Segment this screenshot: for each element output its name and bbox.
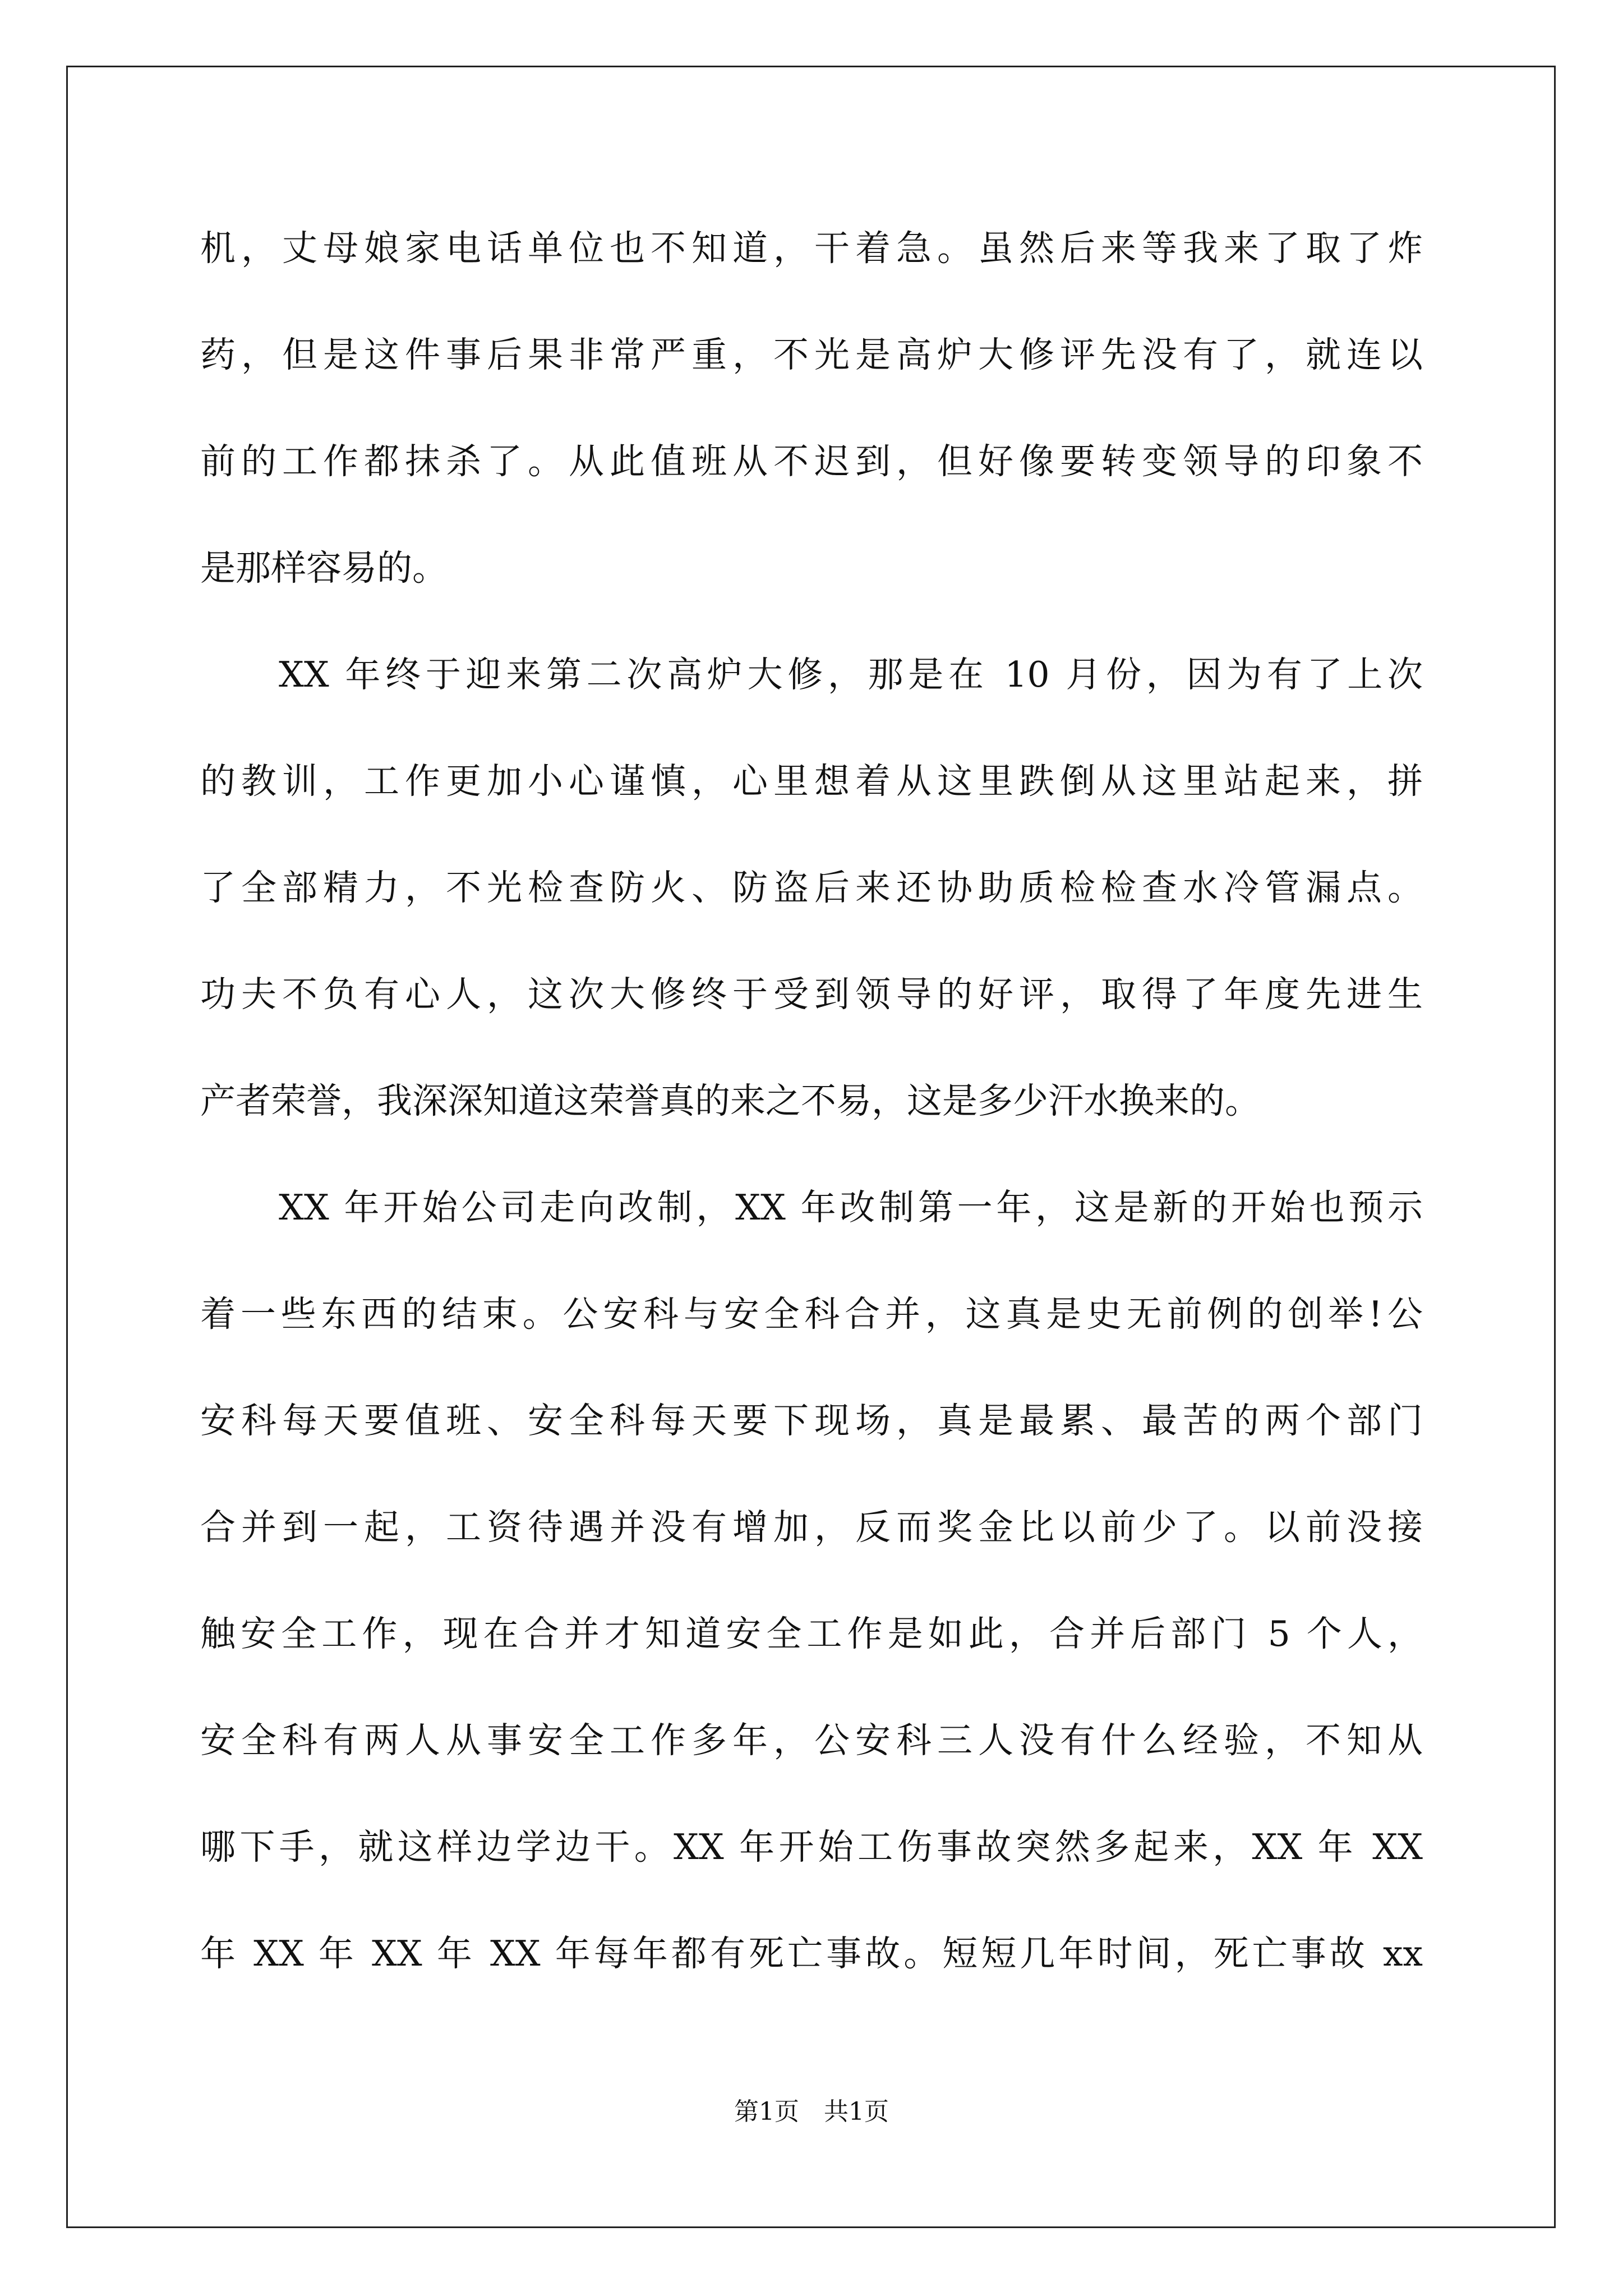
text-line: 的教训，工作更加小心谨慎，心里想着从这里跌倒从这里站起来，拼 (200, 761, 1423, 802)
text-line: 机，丈母娘家电话单位也不知道，干着急。虽然后来等我来了取了炸 (200, 228, 1423, 269)
text-line: 触安全工作，现在合并才知道安全工作是如此，合并后部门 5 个人， (200, 1613, 1423, 1654)
text-line: 药，但是这件事后果非常严重，不光是高炉大修评先没有了，就连以 (200, 334, 1423, 375)
text-line: 前的工作都抹杀了。从此值班从不迟到，但好像要转变领导的印象不 (200, 441, 1423, 482)
paragraph-first-line: XX 年开始公司走向改制，XX 年改制第一年，这是新的开始也预示 (279, 1187, 1423, 1228)
text-line: 安全科有两人从事安全工作多年，公安科三人没有什么经验，不知从 (200, 1720, 1423, 1761)
text-line: 哪下手，就这样边学边干。XX 年开始工伤事故突然多起来，XX 年 XX (200, 1826, 1423, 1867)
paragraph-first-line: XX 年终于迎来第二次高炉大修，那是在 10 月份，因为有了上次 (279, 654, 1423, 695)
text-line: 是那样容易的。 (200, 547, 448, 588)
page-footer: 第1页 共1页 (734, 2097, 889, 2126)
text-line: 产者荣誉，我深深知道这荣誉真的来之不易，这是多少汗水换来的。 (200, 1080, 1260, 1121)
text-line: 年 XX 年 XX 年 XX 年每年都有死亡事故。短短几年时间，死亡事故 xx (200, 1933, 1423, 1974)
text-line: 着一些东西的结束。公安科与安全科合并，这真是史无前例的创举!公 (200, 1294, 1423, 1335)
text-line: 合并到一起，工资待遇并没有增加，反而奖金比以前少了。以前没接 (200, 1507, 1423, 1548)
page-border (66, 66, 1556, 2228)
text-line: 了全部精力，不光检查防火、防盗后来还协助质检检查水冷管漏点。 (200, 867, 1423, 908)
text-line: 安科每天要值班、安全科每天要下现场，真是最累、最苦的两个部门 (200, 1400, 1423, 1441)
text-line: 功夫不负有心人，这次大修终于受到领导的好评，取得了年度先进生 (200, 974, 1423, 1015)
